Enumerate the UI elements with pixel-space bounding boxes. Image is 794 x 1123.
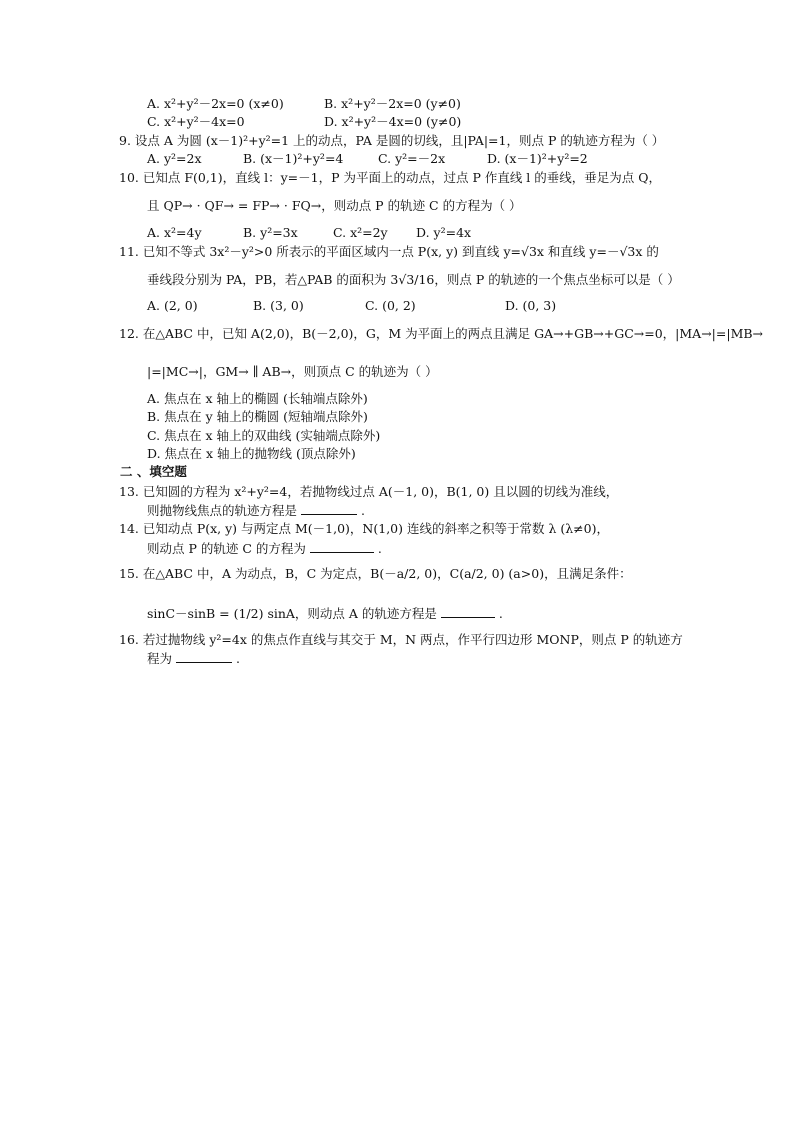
q14-stem-text: 则动点 P 的轨迹 C 的方程为	[147, 541, 306, 556]
q16-stem-line1: 16. 若过抛物线 y²=4x 的焦点作直线与其交于 M，N 两点，作平行四边形 MONP，则点 P 的轨迹方	[119, 632, 683, 647]
q13-stem-line1: 13. 已知圆的方程为 x²+y²=4，若抛物线过点 A(－1, 0)，B(1, 0) 且以圆的切线为准线，	[119, 484, 619, 499]
q9-option-d: D. (x－1)²+y²=2	[487, 151, 588, 166]
q15-stem-line2	[147, 605, 503, 622]
q16-stem-line2	[147, 650, 240, 667]
q11-option-d: D. (0, 3)	[505, 298, 557, 313]
q13-stem-text: 则抛物线焦点的轨迹方程是	[147, 503, 298, 518]
q11-stem-line2: 垂线段分别为 PA，PB，若△PAB 的面积为 3√3/16，则点 P 的轨迹的一个焦点坐标可以是（ ）	[147, 272, 680, 287]
q11-option-c: C. (0, 2)	[365, 298, 416, 313]
q8-option-c: C. x²+y²－4x=0	[147, 114, 245, 129]
q12-stem-line1: 12. 在△ABC 中，已知 A(2,0)，B(－2,0)，G，M 为平面上的两点且满足 GA→+GB→+GC→=0，|MA→|=|MB→	[119, 326, 764, 341]
q10-option-c: C. x²=2y	[333, 225, 388, 240]
q8-option-d: D. x²+y²－4x=0 (y≠0)	[324, 114, 462, 129]
q8-option-a: A. x²+y²－2x=0 (x≠0)	[147, 96, 284, 111]
q10-option-d: D. y²=4x	[416, 225, 472, 240]
q12-option-c: C. 焦点在 x 轴上的双曲线 (实轴端点除外)	[147, 428, 381, 443]
q9-option-a: A. y²=2x	[147, 151, 202, 166]
q16-answer-blank[interactable]	[176, 650, 232, 663]
q16-period: .	[235, 651, 240, 666]
q12-option-a: A. 焦点在 x 轴上的椭圆 (长轴端点除外)	[147, 391, 368, 406]
q15-period: .	[498, 606, 503, 621]
q12-option-d: D. 焦点在 x 轴上的抛物线 (顶点除外)	[147, 446, 356, 461]
section-heading-fill-in: 二 、填空题	[120, 464, 187, 479]
q15-stem-text: sinC－sinB = (1/2) sinA，则动点 A 的轨迹方程是	[147, 606, 437, 621]
q12-option-b: B. 焦点在 y 轴上的椭圆 (短轴端点除外)	[147, 409, 368, 424]
q14-stem-line1: 14. 已知动点 P(x, y) 与两定点 M(－1,0)，N(1,0) 连线的斜率之积等于常数 λ (λ≠0)，	[119, 521, 609, 536]
q11-option-b: B. (3, 0)	[253, 298, 304, 313]
q12-stem-line2: |=|MC→|，GM→ ∥ AB→，则顶点 C 的轨迹为（ ）	[147, 364, 438, 379]
q15-stem-line1: 15. 在△ABC 中，A 为动点，B，C 为定点，B(－a/2, 0)，C(a/2, 0) (a>0)，且满足条件：	[119, 566, 632, 581]
q14-period: .	[377, 541, 382, 556]
q16-stem-text: 程为	[147, 651, 173, 666]
q10-stem-line2: 且 QP→ · QF→ = FP→ · FQ→，则动点 P 的轨迹 C 的方程为（ ）	[147, 198, 522, 213]
q13-stem-line2	[147, 502, 365, 519]
q13-period: .	[360, 503, 365, 518]
q8-option-b: B. x²+y²－2x=0 (y≠0)	[324, 96, 461, 111]
q9-option-c: C. y²=－2x	[378, 151, 446, 166]
q14-answer-blank[interactable]	[310, 540, 374, 553]
q10-stem-line1: 10. 已知点 F(0,1)，直线 l：y=－1，P 为平面上的动点，过点 P 作直线 l 的垂线，垂足为点 Q，	[119, 170, 661, 185]
q10-option-a: A. x²=4y	[147, 225, 202, 240]
q9-stem: 9. 设点 A 为圆 (x－1)²+y²=1 上的动点，PA 是圆的切线，且|PA|=1，则点 P 的轨迹方程为（ ）	[119, 133, 665, 148]
q10-option-b: B. y²=3x	[243, 225, 298, 240]
q14-stem-line2	[147, 540, 382, 557]
q11-stem-line1: 11. 已知不等式 3x²－y²>0 所表示的平面区域内一点 P(x, y) 到直线 y=√3x 和直线 y=－√3x 的	[119, 244, 659, 259]
q15-answer-blank[interactable]	[441, 605, 495, 618]
q11-option-a: A. (2, 0)	[147, 298, 198, 313]
q9-option-b: B. (x－1)²+y²=4	[243, 151, 344, 166]
q13-answer-blank[interactable]	[301, 502, 357, 515]
